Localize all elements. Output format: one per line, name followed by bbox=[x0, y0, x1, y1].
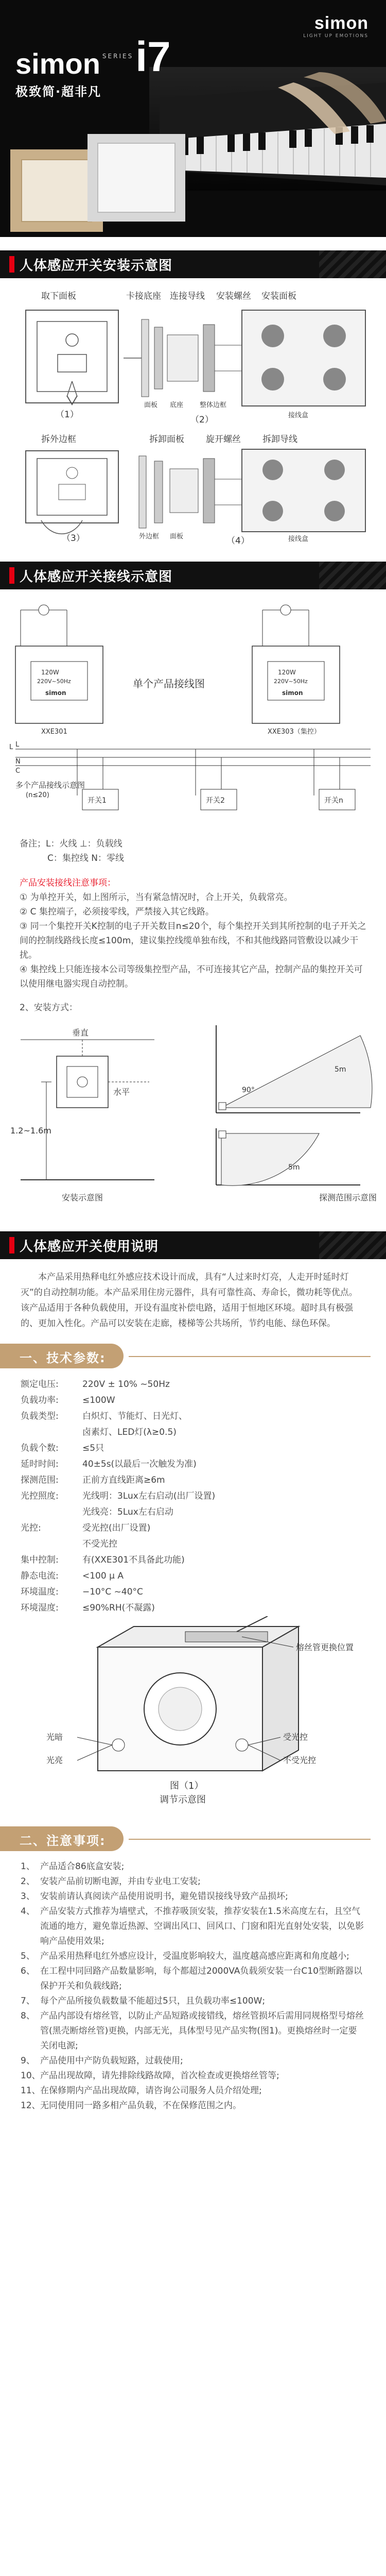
spec-value: 40±5s(以最后一次触发为准) bbox=[82, 1459, 197, 1469]
attention-item: 1、 产品适合86底盒安装; bbox=[21, 1859, 365, 1874]
step2-exploded bbox=[124, 310, 365, 406]
wire-c: C bbox=[15, 767, 21, 775]
attention-text: 产品出现故障，请先排除线路故障，首次检查或更换熔丝管等; bbox=[40, 2071, 279, 2081]
section-marker bbox=[9, 1237, 14, 1253]
switch-n-label: 开关n bbox=[324, 796, 343, 805]
spec-value: ≤100W bbox=[82, 1395, 115, 1405]
section-stripe-decor bbox=[319, 250, 386, 278]
spec-row bbox=[21, 1552, 365, 1568]
wiring-legend bbox=[0, 834, 386, 866]
spec-value: ≤90%RH(不凝露) bbox=[82, 1603, 155, 1613]
spec-value: 白炽灯、节能灯、日光灯、 bbox=[82, 1411, 187, 1421]
spec-row bbox=[21, 1536, 365, 1552]
section-header-wiring bbox=[0, 562, 386, 589]
note-item-4: ④ 集控线上只能连接本公司等级集控型产品，不可连接其它产品，控制产品的集控开关可以使用继电器实现自动控制。 bbox=[20, 964, 363, 989]
spec-value: 受光控(出厂设置) bbox=[82, 1523, 151, 1533]
attention-text: 产品适合86底盒安装; bbox=[40, 1861, 125, 1872]
step3-label: （3） bbox=[62, 533, 85, 544]
spec-row bbox=[21, 1488, 365, 1504]
attention-text: 在保修期内产品出现故障，请咨询公司服务人员介绍处理; bbox=[40, 2086, 262, 2096]
pill-line bbox=[129, 1839, 371, 1840]
label-light-dark: 光暗 bbox=[46, 1732, 63, 1742]
spec-value: 不受光控 bbox=[82, 1539, 117, 1549]
spec-value: 卤素灯、LED灯(λ≥0.5) bbox=[82, 1427, 177, 1437]
spec-key: 探测范围: bbox=[21, 1475, 59, 1485]
figure-caption-2: 调节示意图 bbox=[160, 1794, 206, 1805]
note-item-1: ① 为单控开关，如上图所示，当有紧急情况时，合上开关，负载常亮。 bbox=[20, 892, 293, 903]
label-distance: 5m bbox=[335, 1065, 346, 1074]
detection-diagram bbox=[216, 1025, 372, 1185]
spec-row bbox=[21, 1393, 365, 1409]
attention-item: 6、 在工程中同回路产品数量影响，每个都超过2000VA负载须安装一台C10型断路器以保护开关和负载线路; bbox=[21, 1964, 365, 1994]
label-detect-diagram: 探测范围示意图 bbox=[319, 1193, 377, 1202]
note-item-2: ② C 集控端子，必须接零线，严禁接入其它线路。 bbox=[20, 907, 214, 917]
attention-item: 4、 产品安装方式推荐为墙壁式，不推荐吸顶安装，推荐安装在1.5米高度左右，且空气流通的地方，避免靠近热源、空调出风口、回风口、门窗和阳光直射处安装，以免影响产品使用效果; bbox=[21, 1904, 365, 1949]
control-knob[interactable] bbox=[236, 1739, 248, 1751]
attention-text: 每个产品所接负载数量不能超过5只，且负载功率≤100W; bbox=[40, 1996, 266, 2006]
step4-exploded bbox=[139, 449, 365, 532]
light-knob[interactable] bbox=[112, 1739, 125, 1751]
attention-text: 安装前请认真阅读产品使用说明书，避免错误接线导致产品损坏; bbox=[40, 1891, 288, 1902]
spec-value: −10°C ~40°C bbox=[82, 1587, 143, 1597]
spec-key: 负载个数: bbox=[21, 1443, 59, 1453]
spec-key bbox=[21, 1536, 82, 1552]
spec-value: 光线亮：5Lux左右启动 bbox=[82, 1507, 173, 1517]
module-right-brand: simon bbox=[282, 689, 303, 697]
spec-key: 光控: bbox=[21, 1523, 41, 1533]
label-install-screw: 安装螺丝 bbox=[216, 291, 251, 301]
spec-key: 负载功率: bbox=[21, 1395, 59, 1405]
install-notes bbox=[0, 873, 386, 1015]
brand-logo-text: simon bbox=[314, 13, 369, 33]
label-distance-2: 5m bbox=[288, 1163, 300, 1172]
legend-line-1: 备注；L：火线 ⊥：负载线 bbox=[20, 839, 122, 849]
section-marker bbox=[9, 256, 14, 273]
install-diagram-svg bbox=[0, 278, 386, 546]
spec-row bbox=[21, 1456, 365, 1472]
label-connect-wire: 连接导线 bbox=[170, 291, 205, 301]
section-title-usage: 人体感应开关使用说明 bbox=[20, 1239, 159, 1255]
label-vertical: 垂直 bbox=[72, 1028, 89, 1038]
label-light-bright: 光亮 bbox=[46, 1755, 63, 1765]
attention-item: 12、 无同使用同一路多相产品负载，不在保修范围之内。 bbox=[21, 2098, 365, 2113]
attention-item: 10、 产品出现故障，请先排除线路故障，首次检查或更换熔丝管等; bbox=[21, 2069, 365, 2083]
spec-value: 有(XXE301不具备此功能) bbox=[82, 1555, 185, 1565]
note-item-3: ③ 同一个集控开关K控制的电子开关数目n≤20个，每个集控开关到其所控制的电子开关之间的控制线路线长度≤100m，建议集控线缆单独布线，不和其他线路同管敷设以减少干扰。 bbox=[20, 921, 366, 960]
section-marker bbox=[9, 567, 14, 584]
adjust-figure bbox=[0, 1616, 386, 1814]
spec-row bbox=[21, 1440, 365, 1456]
attention-title: 二、注意事项: bbox=[20, 1834, 106, 1848]
module-left-model: XXE301 bbox=[41, 728, 67, 736]
attention-text: 产品安装方式推荐为墙壁式，不推荐吸顶安装，推荐安装在1.5米高度左右，且空气流通的地方，避免靠近热源、空调出风口、回风口、门窗和阳光直射处安装，以免影响产品使用效果; bbox=[40, 1906, 364, 1946]
label-controlled: 受光控 bbox=[283, 1732, 308, 1742]
spec-key: 延时时间: bbox=[21, 1459, 59, 1469]
attention-text: 产品使用中产防负载短路，过载使用; bbox=[40, 2056, 183, 2066]
brand-tagline: LIGHT UP EMOTIONS bbox=[303, 33, 369, 39]
single-label-text: 单个产品接线图 bbox=[133, 677, 205, 690]
section-header-usage bbox=[0, 1231, 386, 1259]
section-stripe-decor bbox=[319, 1231, 386, 1259]
spec-row bbox=[21, 1409, 365, 1425]
module-left-spec2: 220V~50Hz bbox=[37, 678, 71, 685]
attention-list bbox=[0, 1859, 386, 2134]
module-right bbox=[252, 605, 340, 723]
attention-text: 在工程中同回路产品数量影响，每个都超过2000VA负载须安装一台C10型断路器以保护开关和负载线路; bbox=[40, 1966, 362, 1991]
label-angle: 90° bbox=[242, 1086, 255, 1094]
spec-value: <100 μ A bbox=[82, 1571, 124, 1581]
wiring-diagram-svg bbox=[0, 589, 386, 832]
hero-banner bbox=[0, 0, 386, 237]
label-outer-frame-small: 外边框 bbox=[139, 533, 160, 540]
multi-wiring bbox=[15, 749, 371, 810]
spec-key: 静态电流: bbox=[21, 1571, 59, 1581]
series-logo bbox=[15, 33, 171, 99]
figure-caption-1: 图（1） bbox=[170, 1781, 204, 1791]
attention-header bbox=[0, 1826, 386, 1851]
spec-value: 正前方直线距离≥6m bbox=[82, 1475, 165, 1485]
usage-intro: 本产品采用热释电红外感应技术设计而成，具有“人过来时灯亮，人走开时延时灯灭”的自动控制功能。本产品采用住房元器件，具有可靠性高、寿命长，微功耗等优点。该产品适用于各种负载使用，开设有温度补偿电路，适用于恒地区环境。超时具有极强的、更加入性化。产品可以安装在走廊，楼梯等公共场所，节约电能、绿色环保。 bbox=[21, 1272, 358, 1329]
wire-n: N bbox=[15, 758, 21, 766]
spec-value: ≤5只 bbox=[82, 1443, 104, 1453]
label-remove-panel: 取下面板 bbox=[41, 291, 76, 301]
spec-row bbox=[21, 1600, 365, 1616]
section-stripe-decor bbox=[319, 562, 386, 589]
module-left bbox=[15, 605, 103, 723]
step1-label: （1） bbox=[56, 410, 79, 420]
attention-item: 9、 产品使用中产防负载短路，过载使用; bbox=[21, 2054, 365, 2069]
legend-line-2: C：集控线 N：零线 bbox=[47, 853, 124, 863]
label-fuse: 熔丝管更换位置 bbox=[296, 1642, 354, 1652]
label-box-small: 接线盒 bbox=[288, 412, 309, 419]
step3-switch bbox=[26, 451, 118, 534]
section-title-wiring: 人体感应开关接线示意图 bbox=[20, 569, 173, 585]
attention-item: 2、 安装产品前切断电源，并由专业电工安装; bbox=[21, 1874, 365, 1889]
spec-row bbox=[21, 1584, 365, 1600]
tech-spec-list bbox=[0, 1377, 386, 1616]
spec-row bbox=[21, 1425, 365, 1440]
label-height: 1.2~1.6m bbox=[10, 1126, 51, 1136]
switch-1-label: 开关1 bbox=[87, 796, 107, 805]
fuse-holder bbox=[185, 1632, 268, 1642]
step4-label: （4） bbox=[226, 536, 250, 546]
spec-key: 光控照度: bbox=[21, 1491, 59, 1501]
install-diagram bbox=[0, 278, 386, 548]
module-left-brand: simon bbox=[45, 689, 66, 697]
mounting-diagram bbox=[0, 1015, 386, 1218]
spec-key: 额定电压: bbox=[21, 1379, 59, 1389]
label-base-small: 底座 bbox=[170, 401, 184, 409]
attention-item: 3、 安装前请认真阅读产品使用说明书，避免错误接线导致产品损坏; bbox=[21, 1889, 365, 1904]
spec-row bbox=[21, 1472, 365, 1488]
section-header-install bbox=[0, 250, 386, 278]
mounting-diagram-svg bbox=[0, 1015, 386, 1216]
attention-text: 产品内部设有熔丝管，以防止产品短路或接错线，熔丝管损坏后需用同规格型号熔丝管(黑壳断熔丝管)更换，内部无光，具体型号见产品实物(图1)。更换熔丝时一定要关闭电源; bbox=[40, 2011, 364, 2051]
attention-item: 11、 在保修期内产品出现故障，请咨询公司服务人员介绍处理; bbox=[21, 2083, 365, 2098]
tech-params-title: 一、技术参数: bbox=[20, 1351, 106, 1365]
attention-item: 7、 每个产品所接负载数量不能超过5只，且负载功率≤100W; bbox=[21, 1994, 365, 2009]
tech-params-header bbox=[0, 1344, 386, 1368]
label-not-controlled: 不受光控 bbox=[283, 1755, 317, 1765]
label-box-small-2: 接线盒 bbox=[288, 535, 309, 543]
spec-row bbox=[21, 1520, 365, 1536]
step1-switch bbox=[26, 310, 118, 404]
module-right-model: XXE303（集控） bbox=[268, 728, 321, 736]
step2-label: （2） bbox=[190, 415, 214, 425]
label-panel-small-2: 面板 bbox=[170, 533, 184, 540]
label-remove-frame: 拆外边框 bbox=[41, 434, 76, 445]
wire-l-left: L bbox=[9, 743, 13, 751]
install-method-heading: 2、安装方式： bbox=[20, 1003, 78, 1013]
multi-product-label: 多个产品接线示意图 bbox=[15, 781, 85, 790]
notes-heading: 产品安装接线注意事项： bbox=[20, 878, 116, 888]
series-word: SERIES bbox=[102, 53, 134, 60]
spec-row bbox=[21, 1504, 365, 1520]
label-panel-small: 面板 bbox=[144, 401, 158, 409]
single-product-label bbox=[133, 677, 205, 690]
series-model: i7 bbox=[135, 33, 171, 80]
spec-row bbox=[21, 1377, 365, 1393]
label-detach-wire: 拆卸导线 bbox=[262, 434, 297, 445]
attention-item: 5、 产品采用热释电红外感应设计，受温度影响较大，温度越高感应距离和角度越小; bbox=[21, 1949, 365, 1964]
plate-white bbox=[87, 134, 185, 222]
adjust-figure-svg bbox=[0, 1616, 386, 1812]
module-left-spec1: 120W bbox=[41, 669, 59, 676]
spec-value: 光线明：3Lux左右启动(出厂设置) bbox=[82, 1491, 216, 1501]
series-brand: simon bbox=[15, 47, 100, 80]
attention-text: 产品采用热释电红外感应设计，受温度影响较大，温度越高感应距离和角度越小; bbox=[40, 1951, 349, 1961]
attention-item: 8、 产品内部设有熔丝管，以防止产品短路或接错线，熔丝管损坏后需用同规格型号熔丝管(黑壳断熔丝管)更换，内部无光，具体型号见产品实物(图1)。更换熔丝时一定要关闭电源; bbox=[21, 2009, 365, 2054]
brand-logo[interactable] bbox=[303, 13, 369, 39]
wire-l: L bbox=[15, 741, 20, 749]
spec-value: 220V ± 10% ~50Hz bbox=[82, 1379, 170, 1389]
spec-key bbox=[21, 1504, 82, 1520]
label-detach-panel: 拆卸面板 bbox=[149, 434, 184, 445]
spec-key: 环境湿度: bbox=[21, 1603, 59, 1613]
series-slogan: 极致简·超非凡 bbox=[15, 84, 102, 99]
label-install-panel: 安装面板 bbox=[261, 291, 296, 301]
attention-text: 无同使用同一路多相产品负载，不在保修范围之内。 bbox=[40, 2100, 241, 2111]
label-frame-small: 整体边框 bbox=[200, 401, 227, 409]
label-horizontal: 水平 bbox=[113, 1087, 130, 1097]
section-title-install: 人体感应开关安装示意图 bbox=[20, 258, 173, 274]
spec-row bbox=[21, 1568, 365, 1584]
attention-text: 安装产品前切断电源，并由专业电工安装; bbox=[40, 1876, 201, 1887]
label-unscrew: 旋开螺丝 bbox=[206, 434, 241, 445]
switch-plates-image bbox=[10, 129, 185, 237]
spec-key: 环境温度: bbox=[21, 1587, 59, 1597]
label-clip-base: 卡接底座 bbox=[126, 291, 161, 301]
multi-product-sub: (n≤20) bbox=[26, 791, 49, 799]
module-right-spec1: 120W bbox=[278, 669, 296, 676]
wiring-diagram bbox=[0, 589, 386, 866]
module-right-spec2: 220V~50Hz bbox=[274, 678, 308, 685]
label-mount-diagram: 安装示意图 bbox=[62, 1193, 103, 1202]
spec-key: 负载类型: bbox=[21, 1411, 59, 1421]
switch-2-label: 开关2 bbox=[206, 796, 225, 805]
pill-line bbox=[129, 1356, 371, 1357]
spec-key: 集中控制: bbox=[21, 1555, 59, 1565]
spec-key bbox=[21, 1425, 82, 1440]
